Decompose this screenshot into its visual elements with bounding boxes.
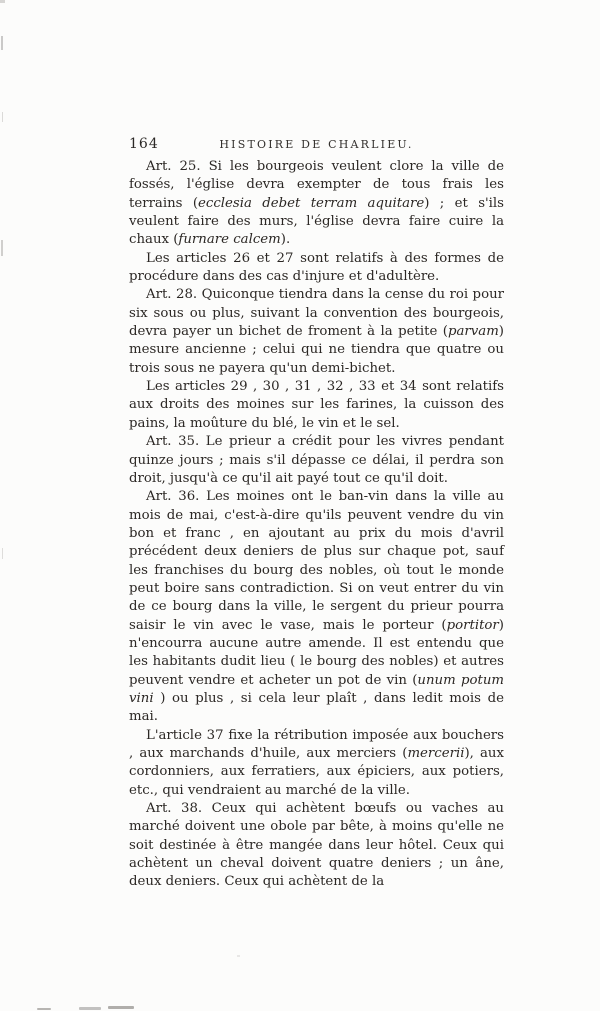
paragraph-art-35: Art. 35. Le prieur a crédit pour les vivres pendant quinze jours ; mais s'il dépasse ce délai, il perdra son droit, jusqu'à ce qu'il ait payé tout ce qu'il doit. <box>129 434 504 486</box>
paragraph-articles-26-27: Les articles 26 et 27 sont relatifs à des formes de procédure dans des cas d'injure et d'adultère. <box>129 250 504 285</box>
scan-speck <box>1 36 3 50</box>
scan-speck <box>0 0 5 3</box>
page-text <box>129 158 504 892</box>
scan-speck <box>237 955 240 957</box>
scan-smudge <box>37 1008 51 1010</box>
running-title: HISTOIRE DE CHARLIEU. <box>219 138 414 151</box>
paragraph-art-25: Art. 25. Si les bourgeois veulent clore la ville de fossés, l'église devra exempter de tous frais les terrains (ecclesia debet terram aquitare) ; et s'ils veulent faire des murs, l'église devra faire cuire la chaux (furnare calcem). <box>129 159 504 248</box>
page-number: 164 <box>129 136 159 152</box>
paragraph-art-38: Art. 38. Ceux qui achètent bœufs ou vaches au marché doivent une obole par bête, à moins qu'elle ne soit destinée à être mangée dans leur hôtel. Ceux qui achètent un cheval doivent quatre deniers ; un âne, deux deniers. Ceux qui achètent de la <box>129 801 504 890</box>
paragraph-article-37: L'article 37 fixe la rétribution imposée aux bouchers , aux marchands d'huile, aux merciers (mercerii), aux cordonniers, aux ferratiers, aux épiciers, aux potiers, etc., qui vendraient au marché de la ville. <box>129 727 504 798</box>
scan-speck <box>1 240 3 256</box>
scan-smudge <box>108 1006 134 1009</box>
paragraph-art-36: Art. 36. Les moines ont le ban-vin dans la ville au mois de mai, c'est-à-dire qu'ils peuvent vendre du vin bon et franc , en ajoutant au prix du mois d'avril précédent deux deniers de plus sur chaque pot, sauf les franchises du bourg des nobles, où tout le monde peut boire sans contradiction. Si on veut entrer du vin de ce bourg dans la ville, le sergent du prieur pourra saisir le vin avec le vase, mais le porteur (portitor) n'encourra aucune autre amende. Il est entendu que les habitants dudit lieu ( le bourg des nobles) et autres peuvent vendre et acheter un pot de vin (unum potum vini ) ou plus , si cela leur plaît , dans ledit mois de mai. <box>129 489 505 725</box>
paragraph-articles-29-34: Les articles 29 , 30 , 31 , 32 , 33 et 34 sont relatifs aux droits des moines sur les farines, la cuisson des pains, la moûture du blé, le vin et le sel. <box>129 379 504 431</box>
scan-speck <box>2 548 3 559</box>
running-header <box>129 136 504 154</box>
paragraph-art-28: Art. 28. Quiconque tiendra dans la cense du roi pour six sous ou plus, suivant la convention des bourgeois, devra payer un bichet de froment à la petite (parvam) mesure ancienne ; celui qui ne tiendra que quatre ou trois sous ne payera qu'un demi-bichet. <box>129 287 504 376</box>
scan-smudge <box>79 1007 101 1010</box>
scan-speck <box>2 112 3 122</box>
